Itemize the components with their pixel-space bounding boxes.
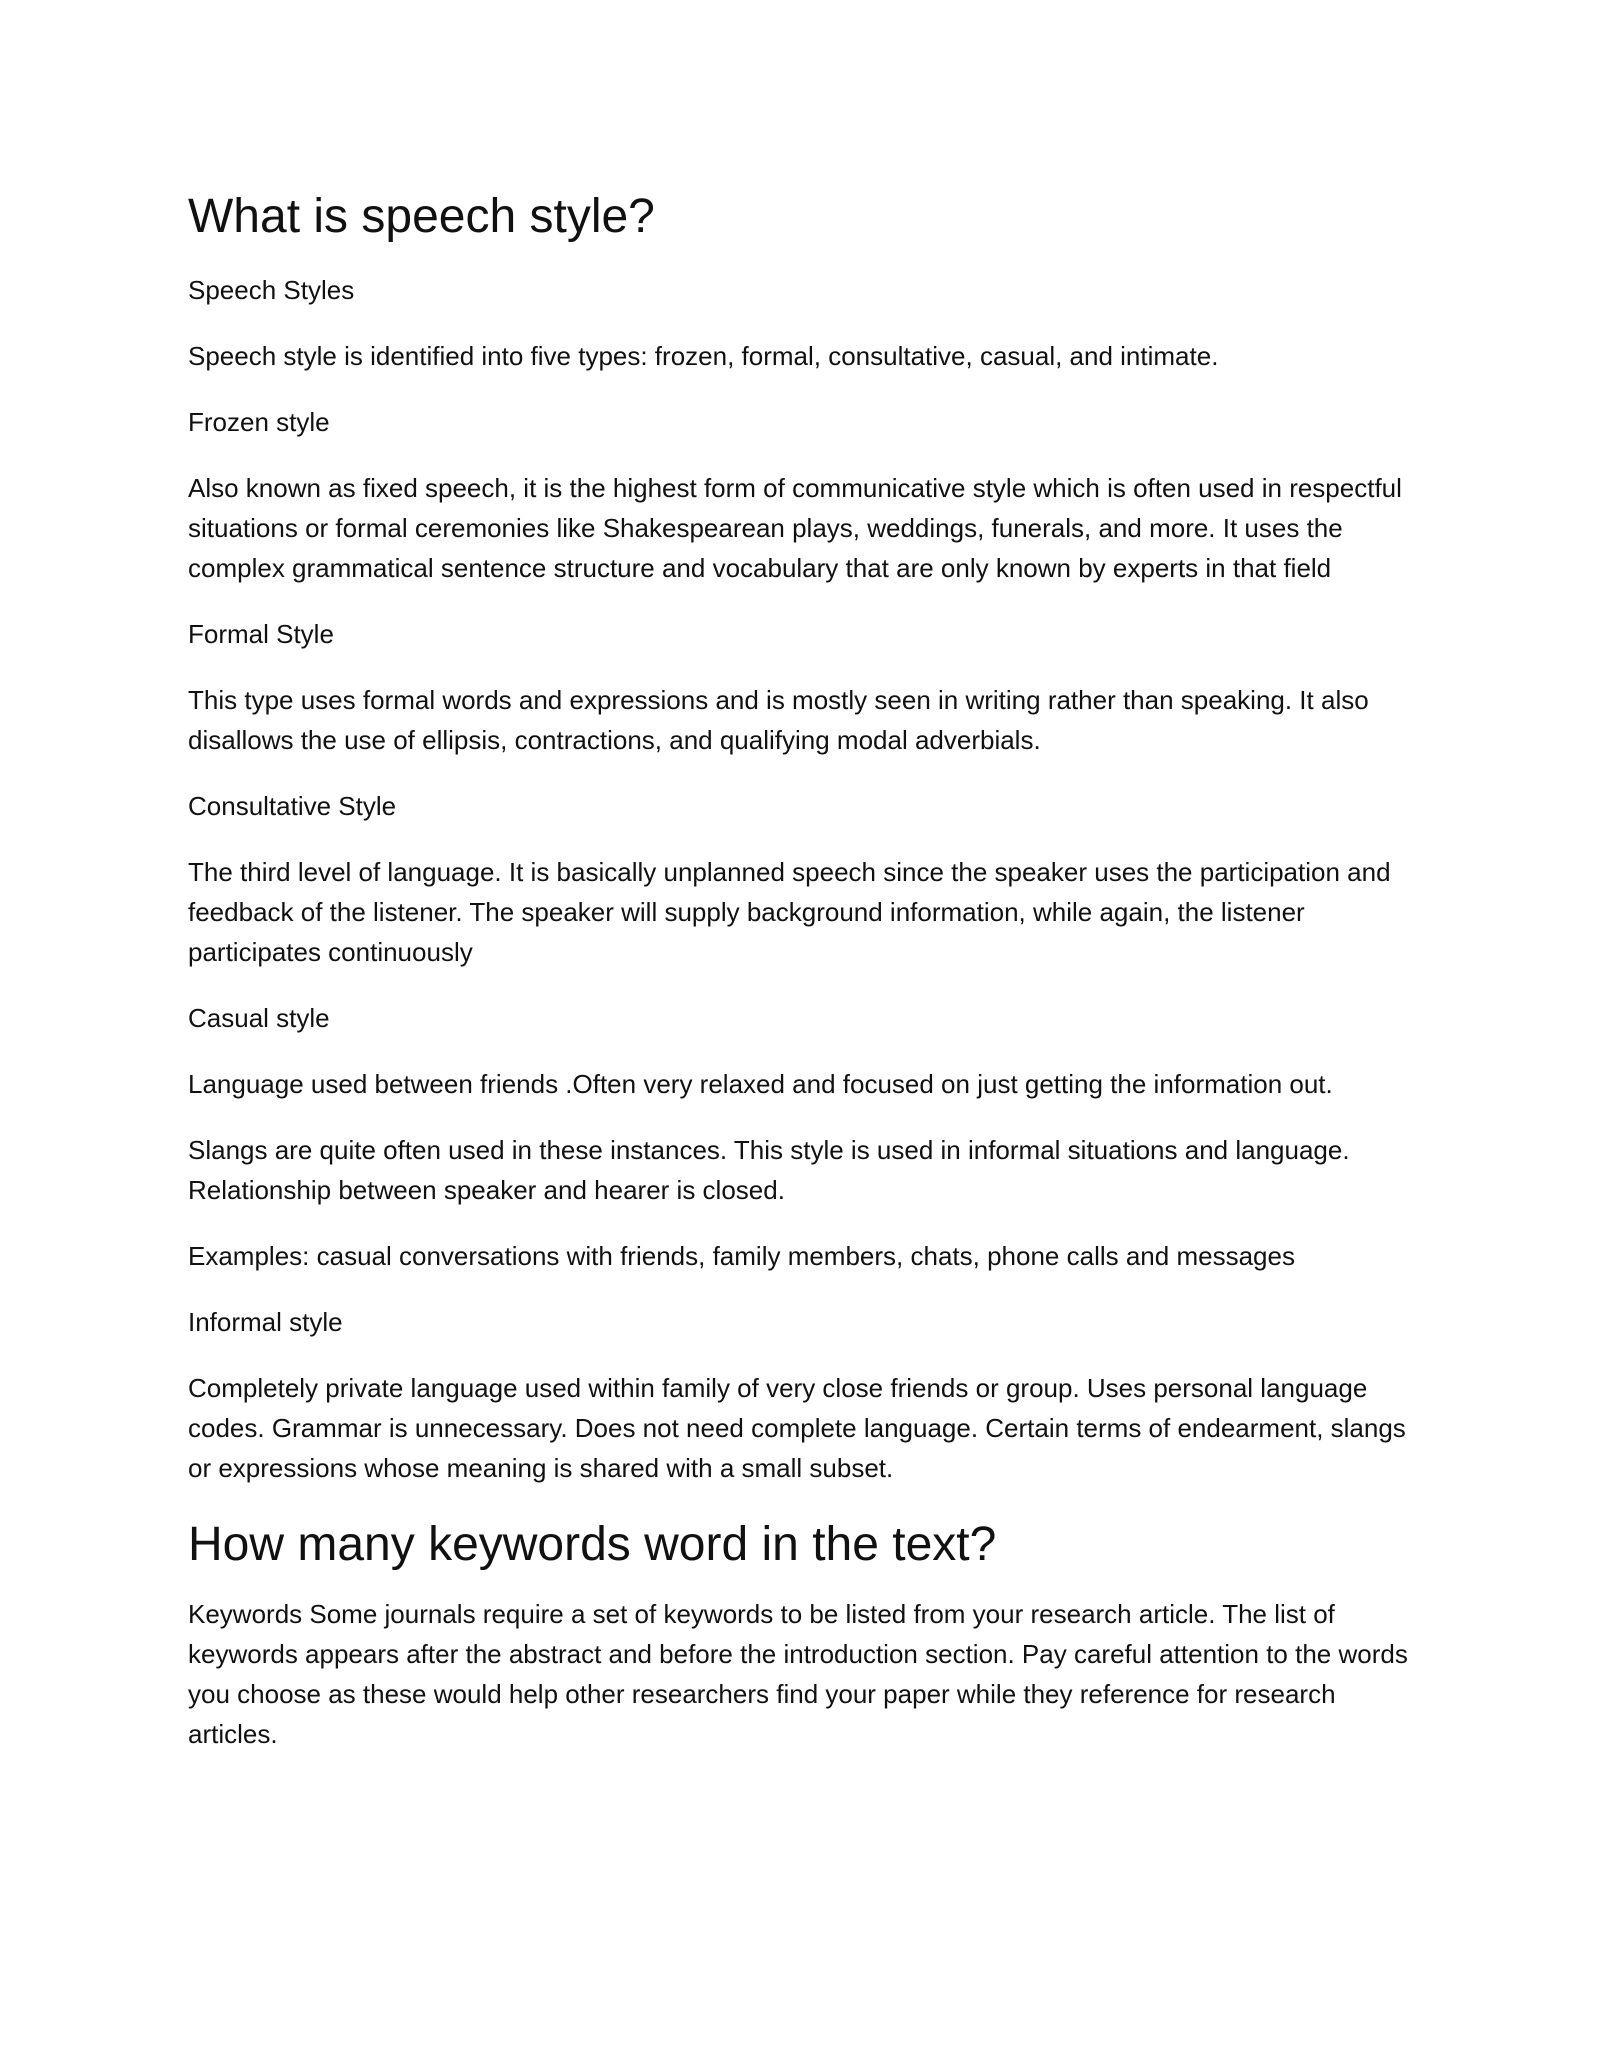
para-five-types: Speech style is identified into five types: frozen, formal, consultative, casual, and intimate. (188, 341, 1219, 371)
para-informal-style: Completely private language used within family of very close friends or group. Uses personal language codes. Grammar is unnecessary. Does not need complete language. Certain terms of endearment, slangs or expressions whose meaning is shared with a small subset. (188, 1373, 1406, 1483)
para-frozen-style: Also known as fixed speech, it is the highest form of communicative style which is often used in respectful situations or formal ceremonies like Shakespearean plays, weddings, funerals, and more. It uses the complex grammatical sentence structure and vocabulary that are only known by experts in that field (188, 473, 1402, 583)
subhead-consultative-style: Consultative Style (188, 791, 397, 821)
subhead-frozen-style: Frozen style (188, 407, 330, 437)
para-casual-style-2: Slangs are quite often used in these instances. This style is used in informal situations and language. Relationship between speaker and hearer is closed. (188, 1135, 1350, 1205)
heading-what-is-speech-style: What is speech style? (188, 190, 655, 243)
para-casual-style-1: Language used between friends .Often very relaxed and focused on just getting the information out. (188, 1069, 1333, 1099)
para-consultative-style: The third level of language. It is basically unplanned speech since the speaker uses the participation and feedback of the listener. The speaker will supply background information, while again, the listener participates continuously (188, 857, 1391, 967)
heading-keywords-question: How many keywords word in the text? (188, 1518, 997, 1571)
subhead-formal-style: Formal Style (188, 619, 334, 649)
para-formal-style: This type uses formal words and expressions and is mostly seen in writing rather than speaking. It also disallows the use of ellipsis, contractions, and qualifying modal adverbials. (188, 685, 1369, 755)
subhead-speech-styles: Speech Styles (188, 275, 355, 305)
para-casual-examples: Examples: casual conversations with friends, family members, chats, phone calls and messages (188, 1241, 1295, 1271)
subhead-informal-style: Informal style (188, 1307, 343, 1337)
document-page (188, 188, 1420, 1780)
para-keywords: Keywords Some journals require a set of keywords to be listed from your research article. The list of keywords appears after the abstract and before the introduction section. Pay careful attention to the words you choose as these would help other researchers find your paper while they reference for research articles. (188, 1599, 1408, 1749)
subhead-casual-style: Casual style (188, 1003, 330, 1033)
